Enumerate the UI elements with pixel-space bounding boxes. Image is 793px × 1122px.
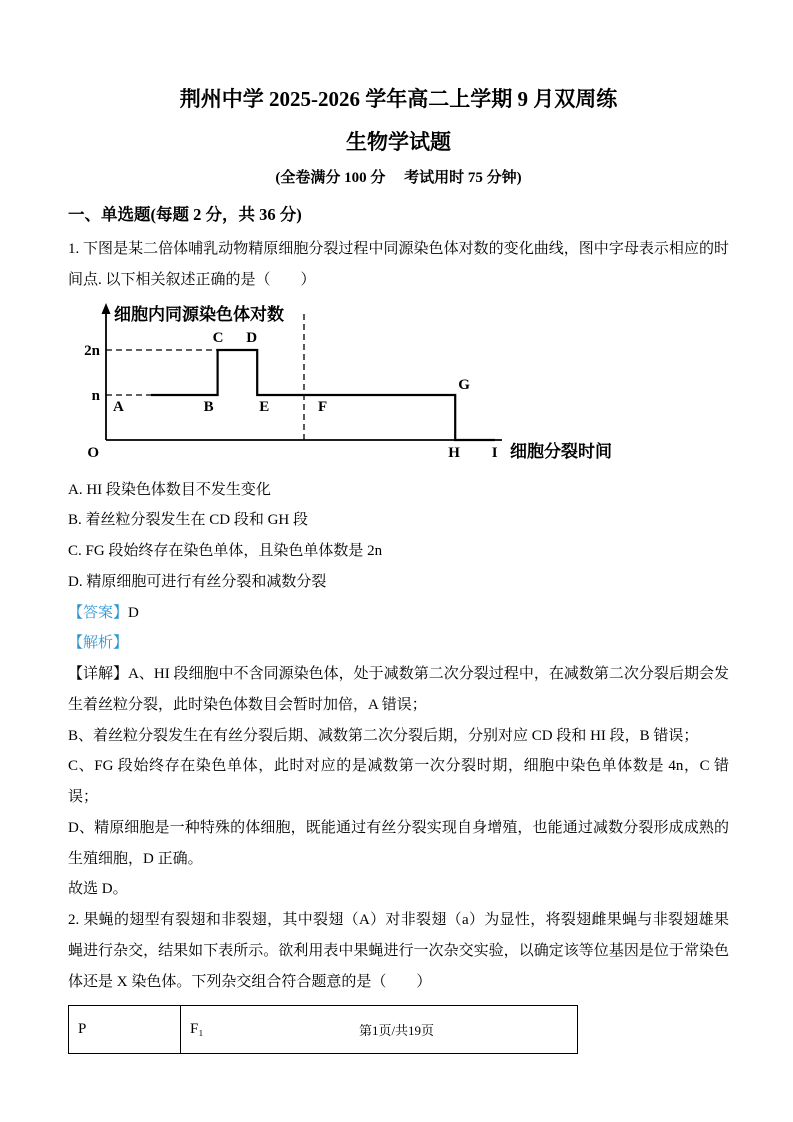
svg-text:F: F	[318, 398, 328, 415]
svg-text:2n: 2n	[84, 342, 100, 359]
page-number: 第1页/共19页	[358, 1023, 435, 1038]
table-cell-p: P	[69, 1006, 181, 1054]
q1-stem: 1. 下图是某二倍体哺乳动物精原细胞分裂过程中同源染色体对数的变化曲线，图中字母表示相应的时间点. 以下相关叙述正确的是（ ）	[68, 241, 729, 288]
exam-info-line: (全卷满分 100 分 考试用时 75 分钟)	[275, 170, 522, 187]
question-1	[68, 234, 729, 905]
q1-option-c: C. FG 段始终存在染色单体，且染色单体数是 2n	[68, 543, 383, 560]
svg-text:O: O	[87, 444, 99, 461]
answer-label: 【答案】	[68, 604, 129, 621]
svg-text:C: C	[212, 329, 224, 346]
svg-text:A: A	[113, 398, 124, 415]
chromosome-chart	[84, 300, 729, 473]
exam-subtitle: 生物学试题	[346, 130, 451, 155]
q1-conclusion: 故选 D。	[68, 881, 128, 898]
svg-text:细胞内同源染色体对数: 细胞内同源染色体对数	[114, 304, 284, 324]
svg-text:n: n	[91, 387, 100, 404]
table-cell-f1: F₁	[181, 1006, 578, 1054]
q2-stem: 2. 果蝇的翅型有裂翅和非裂翅，其中裂翅（A）对非裂翅（a）为显性，将裂翅雌果蝇与非裂翅雄果蝇进行杂交，结果如下表所示。欲利用表中果蝇进行一次杂交实验，以确定该等位基因是位于常染色体还是 X 染色体。下列杂交组合符合题意的是（ ）	[68, 912, 729, 990]
detail-text-a: A、HI 段细胞中不含同源染色体，处于减数第二次分裂过程中，在减数第二次分裂后期会发生着丝粒分裂，此时染色体数目会暂时加倍，A 错误；	[68, 666, 729, 713]
q1-detail-paragraph-4: D、精原细胞是一种特殊的体细胞，既能通过有丝分裂实现自身增殖，也能通过减数分裂形成成熟的生殖细胞，D 正确。	[68, 819, 729, 867]
q1-option-b: B. 着丝粒分裂发生在 CD 段和 GH 段	[68, 512, 309, 529]
analysis-label: 【解析】	[68, 635, 129, 652]
q1-option-a: A. HI 段染色体数目不发生变化	[68, 481, 271, 498]
svg-text:I: I	[491, 444, 498, 461]
exam-title: 荆州中学 2025-2026 学年高二上学期 9 月双周练	[179, 87, 618, 111]
svg-text:B: B	[203, 398, 214, 415]
q1-answer-line	[68, 598, 729, 629]
svg-text:D: D	[246, 329, 258, 346]
q1-detail-paragraph-3: C、FG 段始终存在染色单体，此时对应的是减数第一次分裂时期，细胞中染色单体数是 4n，C 错误；	[68, 758, 729, 806]
q1-analysis-line	[68, 628, 729, 659]
detail-label: 【详解】	[68, 666, 129, 683]
svg-text:细胞分裂时间: 细胞分裂时间	[510, 441, 612, 461]
svg-text:H: H	[448, 444, 460, 461]
answer-value: D	[128, 604, 139, 621]
q1-option-d: D. 精原细胞可进行有丝分裂和减数分裂	[68, 573, 327, 590]
section-heading: 一、单选题(每题 2 分，共 36 分)	[68, 205, 302, 225]
svg-text:E: E	[259, 398, 270, 415]
svg-text:G: G	[458, 376, 470, 393]
q1-detail-paragraph-2: B、着丝粒分裂发生在有丝分裂后期、减数第二次分裂后期，分别对应 CD 段和 HI 段，B 错误；	[68, 727, 699, 744]
q1-detail-paragraph-1	[68, 659, 729, 721]
chromosome-chart-svg	[84, 300, 644, 468]
